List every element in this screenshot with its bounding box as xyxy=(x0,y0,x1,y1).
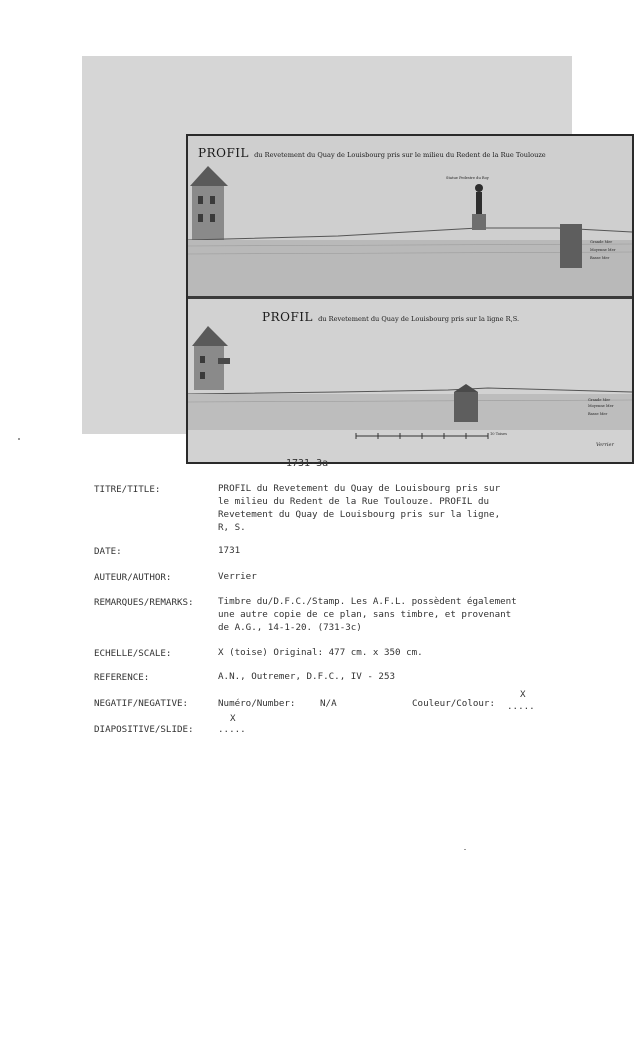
statue-pedestal xyxy=(472,214,486,230)
title-line: Revetement du Quay de Louisbourg pris sur la ligne, xyxy=(218,509,501,520)
scale-label: ECHELLE/SCALE: xyxy=(94,648,172,659)
record-id: 1731-3a xyxy=(286,458,329,469)
paper-speck xyxy=(18,438,20,440)
top-tide-moyenne: Moyenne Mer xyxy=(590,248,616,252)
title-value xyxy=(218,482,578,534)
top-building xyxy=(192,184,224,240)
bottom-tide-basse: Basse Mer xyxy=(588,412,608,416)
plan-title-bottom-big: PROFIL xyxy=(262,310,313,324)
bottom-building xyxy=(194,344,224,390)
top-quay-wall xyxy=(560,224,582,268)
number-value: N/A xyxy=(320,698,337,709)
reference-label: REFERENCE: xyxy=(94,672,150,683)
colour-mark: X xyxy=(520,689,526,700)
plan-title-bottom-rest: du Revetement du Quay de Louisbourg pris sur la ligne R,S. xyxy=(318,315,520,323)
remarks-line: Timbre du/D.F.C./Stamp. Les A.F.L. possèdent également xyxy=(218,596,517,607)
panel-divider xyxy=(188,296,632,299)
plan-photograph xyxy=(82,56,616,448)
slide-label: DIAPOSITIVE/SLIDE: xyxy=(94,724,194,735)
scale-value: X (toise) Original: 477 cm. x 350 cm. xyxy=(218,647,423,658)
author-value: Verrier xyxy=(218,571,257,582)
paper-speck xyxy=(464,849,466,850)
plan-title-top xyxy=(198,142,546,161)
plan-signature: Verrier xyxy=(596,442,614,448)
negative-label: NEGATIF/NEGATIVE: xyxy=(94,698,189,709)
title-line: le milieu du Redent de la Rue Toulouze. PROFIL du xyxy=(218,496,490,507)
statue-figure xyxy=(476,192,482,214)
remarks-label: REMARQUES/REMARKS: xyxy=(94,597,194,608)
title-line: PROFIL du Revetement du Quay de Louisbourg pris sur xyxy=(218,483,501,494)
bottom-quay-wall xyxy=(454,392,478,422)
date-label: DATE: xyxy=(94,546,122,557)
slide-mark: X xyxy=(230,713,236,724)
author-label: AUTEUR/AUTHOR: xyxy=(94,572,172,583)
title-label: TITRE/TITLE: xyxy=(94,484,161,495)
plan-title-top-rest: du Revetement du Quay de Louisbourg pris sur le milieu du Redent de la Rue Toulouze xyxy=(254,151,546,159)
plan-title-top-big: PROFIL xyxy=(198,146,249,160)
bottom-tide-moyenne: Moyenne Mer xyxy=(588,404,614,408)
plan-drawing xyxy=(186,134,634,464)
plan-drawing-graphic xyxy=(188,136,632,462)
remarks-line: une autre copie de ce plan, sans timbre, et provenant xyxy=(218,609,512,620)
number-label: Numéro/Number: xyxy=(218,698,296,709)
plan-scale-label: 10 Toises xyxy=(490,432,507,436)
date-value: 1731 xyxy=(218,545,241,556)
bottom-water xyxy=(188,394,632,430)
bottom-tide-grande: Grande Mer xyxy=(588,398,611,402)
slide-dots: ..... xyxy=(218,724,246,735)
plan-title-bottom xyxy=(262,306,519,325)
remarks-value xyxy=(218,595,578,634)
remarks-line: de A.G., 14-1-20. (731-3c) xyxy=(218,622,362,633)
colour-label: Couleur/Colour: xyxy=(412,698,495,709)
top-tide-grande: Grande Mer xyxy=(590,240,613,244)
reference-value: A.N., Outremer, D.F.C., IV - 253 xyxy=(218,671,396,682)
colour-dots: ..... xyxy=(507,701,535,712)
top-tide-basse: Basse Mer xyxy=(590,256,610,260)
statue-label: Statue Pedestre du Roy xyxy=(446,176,489,180)
title-line: R, S. xyxy=(218,522,246,533)
